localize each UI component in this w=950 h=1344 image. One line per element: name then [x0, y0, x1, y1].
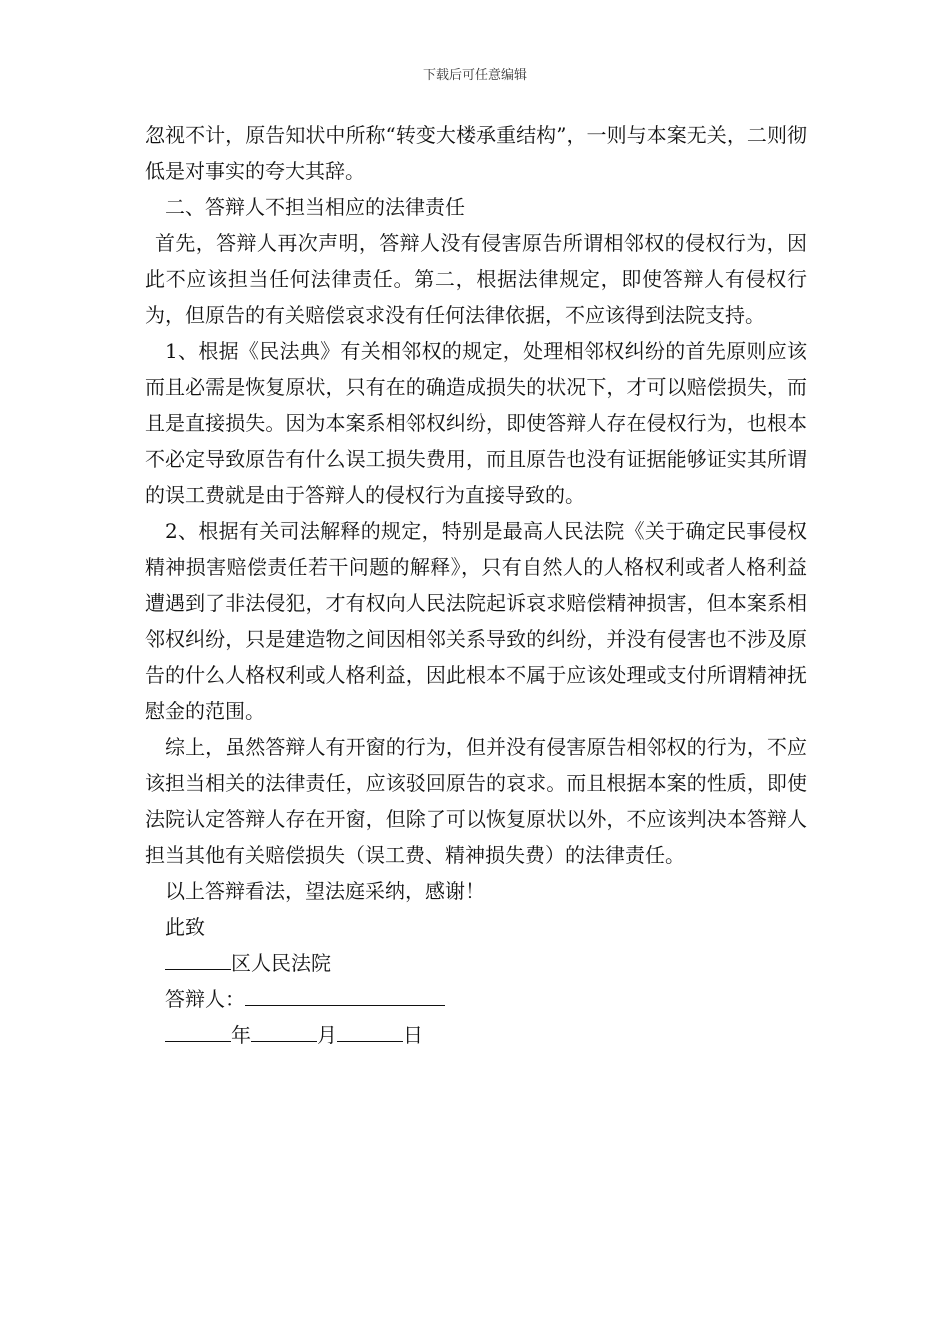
section-heading-two: 二、答辩人不担当相应的法律责任 — [165, 195, 465, 219]
paragraph-continued-rebuttal: 忽视不计，原告知状中所称“转变大楼承重结构”，一则与本案无关，二则彻低是对事实的夸大其辞。 — [145, 123, 807, 183]
paragraph-first-declaration: 首先，答辩人再次声明，答辩人没有侵害原告所谓相邻权的侵权行为，因此不应该担当任何法律责任。第二，根据法律规定，即使答辩人有侵权行为，但原告的有关赔偿哀求没有任何法律依据，不应该得到法院支持。 — [145, 231, 807, 327]
page-header: 下载后可任意编辑 — [422, 68, 527, 83]
paragraph-summary: 综上，虽然答辩人有开窗的行为，但并没有侵害原告相邻权的行为，不应该担当相关的法律责任，应该驳回原告的哀求。而且根据本案的性质，即使法院认定答辩人存在开窗，但除了可以恢复原状以外，不应该判决本答辩人担当其他有关赔偿损失（误工费、精神损失费）的法律责任。 — [145, 735, 807, 867]
court-line — [145, 945, 807, 981]
paragraph-point-one: 1、根据《民法典》有关相邻权的规定，处理相邻权纠纷的首先原则应该而且必需是恢复原状，只有在的确造成损失的状况下，才可以赔偿损失，而且是直接损失。因为本案系相邻权纠纷，即使答辩人存在侵权行为，也根本不必定导致原告有什么误工损失费用，而且原告也没有证据能够证实其所谓的误工费就是由于答辩人的侵权行为直接导致的。 — [145, 339, 807, 507]
year-blank — [165, 1019, 231, 1042]
court-name-blank — [165, 947, 231, 970]
paragraph-point-two: 2、根据有关司法解释的规定，特别是最高人民法院《关于确定民事侵权精神损害赔偿责任若干问题的解释》，只有自然人的人格权利或者人格利益遭遇到了非法侵犯，才有权向人民法院起诉哀求赔偿精神损害，但本案系相邻权纠纷，只是建造物之间因相邻关系导致的纠纷，并没有侵害也不涉及原告的什么人格权利或人格利益，因此根本不属于应该处理或支付所谓精神抚慰金的范围。 — [145, 519, 807, 723]
year-label: 年 — [231, 1023, 251, 1047]
respondent-line — [145, 981, 807, 1017]
month-blank — [251, 1019, 317, 1042]
court-label: 区人民法院 — [231, 951, 331, 975]
document-body — [145, 117, 807, 1053]
month-label: 月 — [317, 1023, 337, 1047]
respondent-label: 答辩人： — [165, 987, 245, 1011]
respondent-signature-blank — [245, 983, 445, 1006]
date-line — [145, 1017, 807, 1053]
day-label: 日 — [403, 1023, 423, 1047]
paragraph-closing-request: 以上答辩看法，望法庭采纳，感谢！ — [165, 879, 485, 903]
day-blank — [337, 1019, 403, 1042]
paragraph-salutation: 此致 — [165, 915, 205, 939]
